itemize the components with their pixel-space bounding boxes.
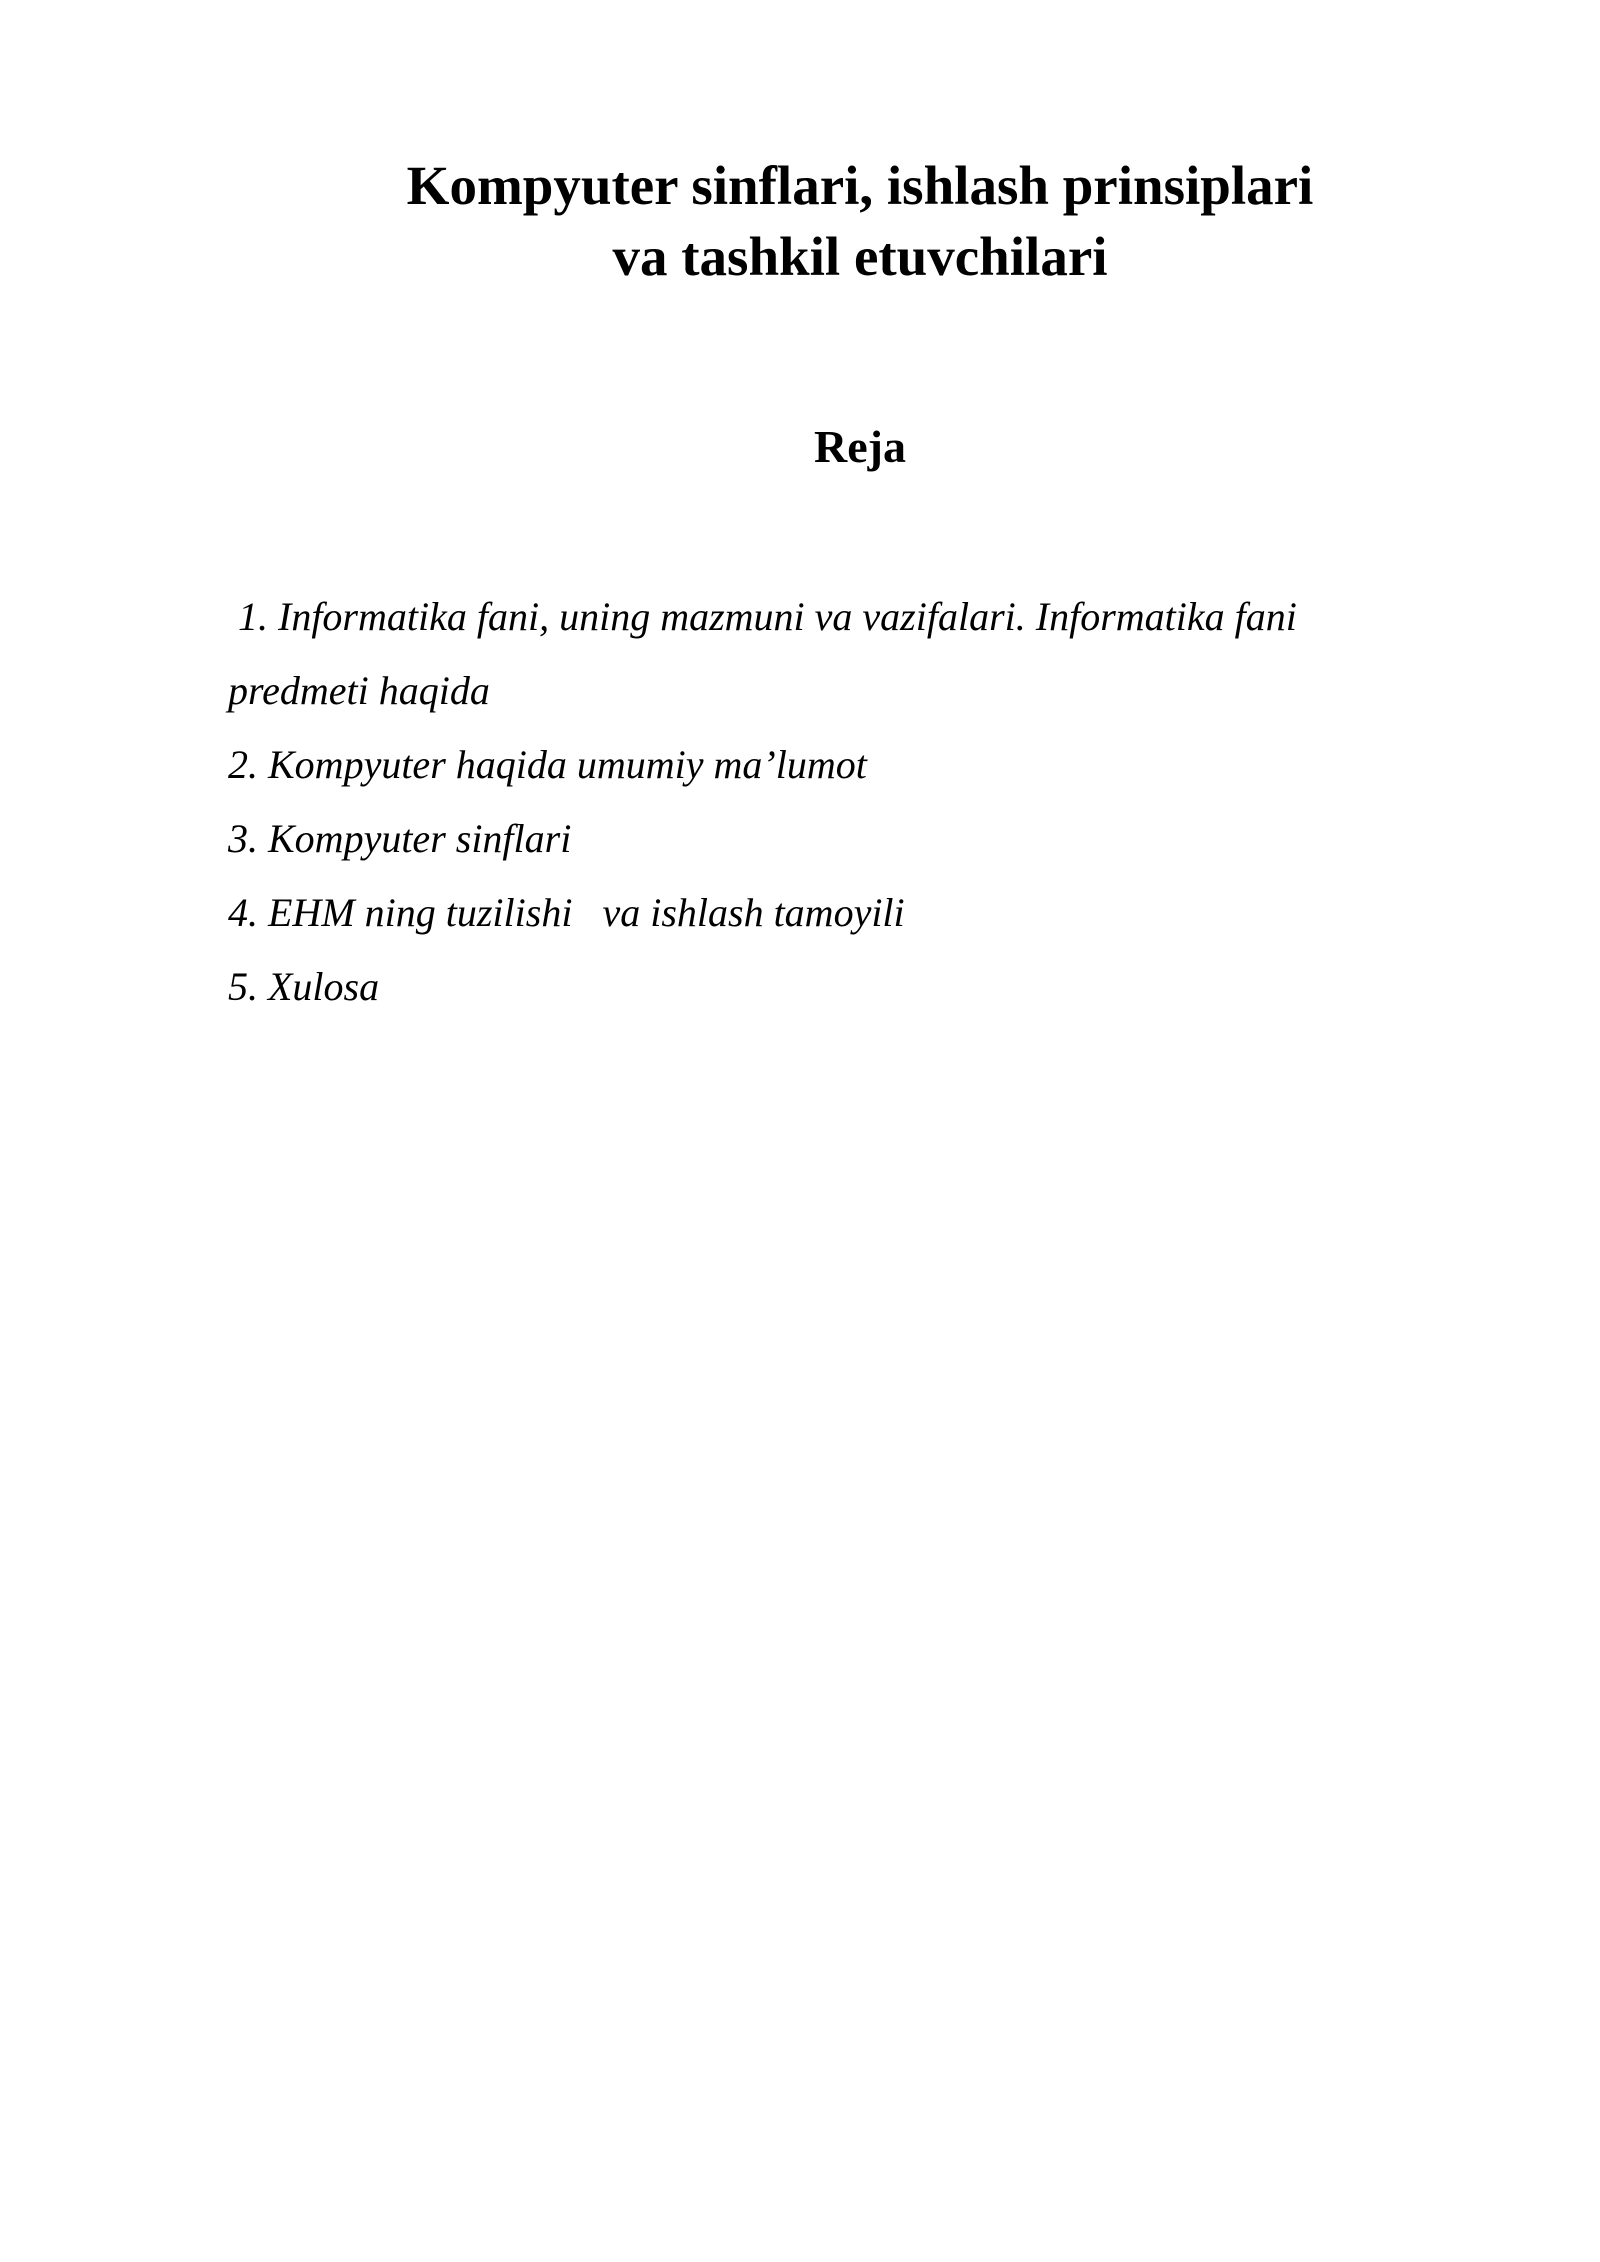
plan-item-3: 3. Kompyuter sinflari (228, 816, 572, 861)
plan-item-1: 1. Informatika fani, uning mazmuni va vazifalari. Informatika fani (238, 594, 1297, 639)
document-title (0, 150, 1600, 292)
plan-item-5: 5. Xulosa (228, 964, 380, 1009)
section-heading-reja: Reja (814, 421, 906, 472)
plan-item-2: 2. Kompyuter haqida umumiy ma’lumot (228, 742, 867, 787)
plan-item-1-continuation: predmeti haqida (228, 668, 490, 713)
title-line-2: va tashkil etuvchilari (612, 226, 1108, 287)
plan-list (228, 580, 1388, 1024)
plan-item-4: 4. EHM ning tuzilishi va ishlash tamoyili (228, 890, 905, 935)
title-line-1: Kompyuter sinflari, ishlash prinsiplari (406, 155, 1314, 216)
